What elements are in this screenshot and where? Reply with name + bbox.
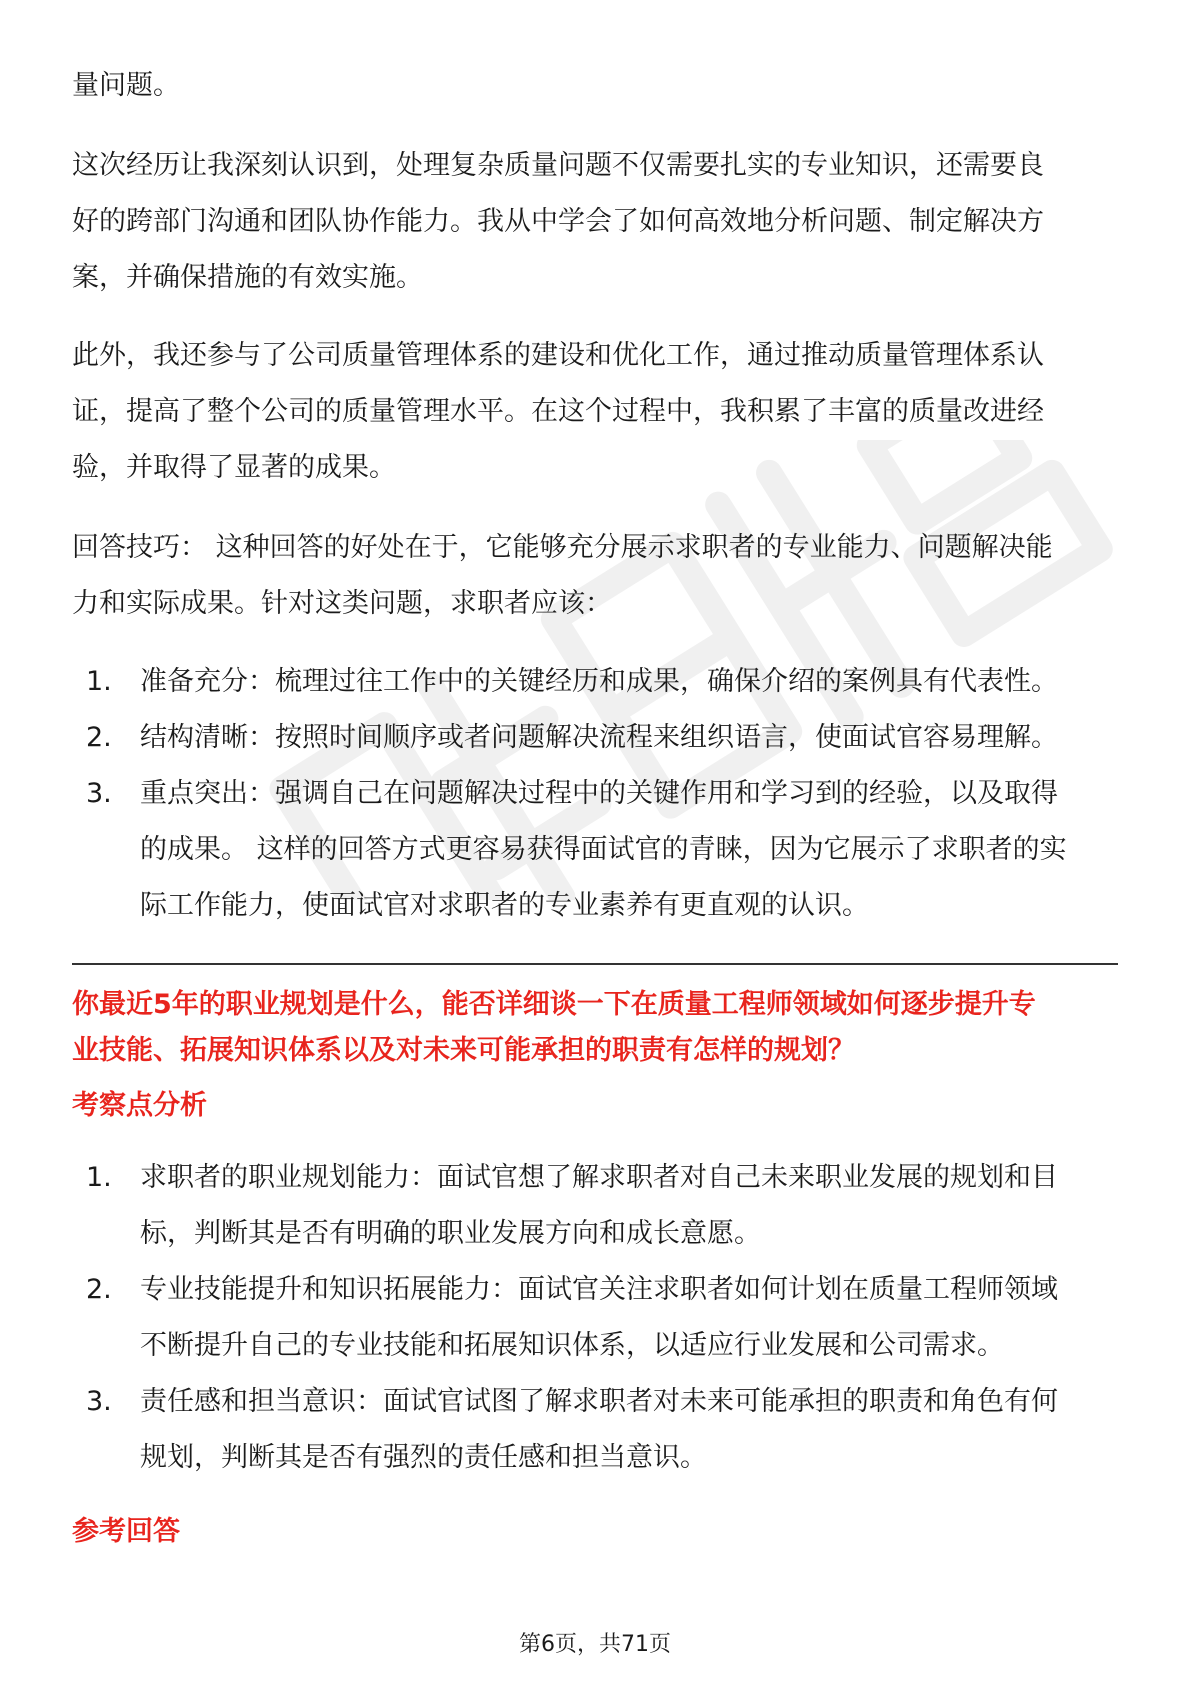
tips-line: 力和实际成果。针对这类问题，求职者应该：	[72, 588, 612, 619]
paragraph-line: 好的跨部门沟通和团队协作能力。我从中学会了如何高效地分析问题、制定解决方	[72, 206, 1044, 237]
paragraph-line: 此外，我还参与了公司质量管理体系的建设和优化工作，通过推动质量管理体系认	[72, 340, 1044, 371]
reference-heading: 参考回答	[72, 1516, 180, 1547]
list-text: 专业技能提升和知识拓展能力：面试官关注求职者如何计划在质量工程师领域	[140, 1274, 1058, 1305]
list-text: 的成果。 这样的回答方式更容易获得面试官的青睐，因为它展示了求职者的实	[140, 834, 1067, 865]
tips-line: 回答技巧： 这种回答的好处在于，它能够充分展示求职者的专业能力、问题解决能	[72, 532, 1053, 563]
paragraph-continuation: 量问题。	[72, 70, 180, 101]
paragraph-line: 案，并确保措施的有效实施。	[72, 262, 423, 293]
list-text: 重点突出：强调自己在问题解决过程中的关键作用和学习到的经验，以及取得	[140, 778, 1058, 809]
question-title-line: 业技能、拓展知识体系以及对未来可能承担的职责有怎样的规划？	[72, 1035, 855, 1066]
list-text: 规划，判断其是否有强烈的责任感和担当意识。	[140, 1442, 707, 1473]
list-number: 3.	[86, 778, 112, 809]
list-text: 不断提升自己的专业技能和拓展知识体系，以适应行业发展和公司需求。	[140, 1330, 1004, 1361]
paragraph-line: 证，提高了整个公司的质量管理水平。在这个过程中，我积累了丰富的质量改进经	[72, 396, 1044, 427]
paragraph-line: 验，并取得了显著的成果。	[72, 452, 396, 483]
list-number: 2.	[86, 1274, 112, 1305]
question-title-line: 你最近5年的职业规划是什么，能否详细谈一下在质量工程师领域如何逐步提升专	[72, 989, 1036, 1020]
list-text: 际工作能力，使面试官对求职者的专业素养有更直观的认识。	[140, 890, 869, 921]
section-divider	[72, 963, 1118, 965]
list-text: 准备充分：梳理过往工作中的关键经历和成果，确保介绍的案例具有代表性。	[140, 666, 1058, 697]
list-number: 2.	[86, 722, 112, 753]
paragraph-line: 这次经历让我深刻认识到，处理复杂质量问题不仅需要扎实的专业知识，还需要良	[72, 150, 1044, 181]
page-number: 第6页，共71页	[519, 1632, 671, 1657]
list-number: 3.	[86, 1386, 112, 1417]
list-text: 责任感和担当意识：面试官试图了解求职者对未来可能承担的职责和角色有何	[140, 1386, 1058, 1417]
list-text: 求职者的职业规划能力：面试官想了解求职者对自己未来职业发展的规划和目	[140, 1162, 1058, 1193]
list-text: 标，判断其是否有明确的职业发展方向和成长意愿。	[140, 1218, 761, 1249]
list-number: 1.	[86, 666, 112, 697]
list-number: 1.	[86, 1162, 112, 1193]
analysis-heading: 考察点分析	[72, 1090, 207, 1121]
list-text: 结构清晰：按照时间顺序或者问题解决流程来组织语言，使面试官容易理解。	[140, 722, 1058, 753]
